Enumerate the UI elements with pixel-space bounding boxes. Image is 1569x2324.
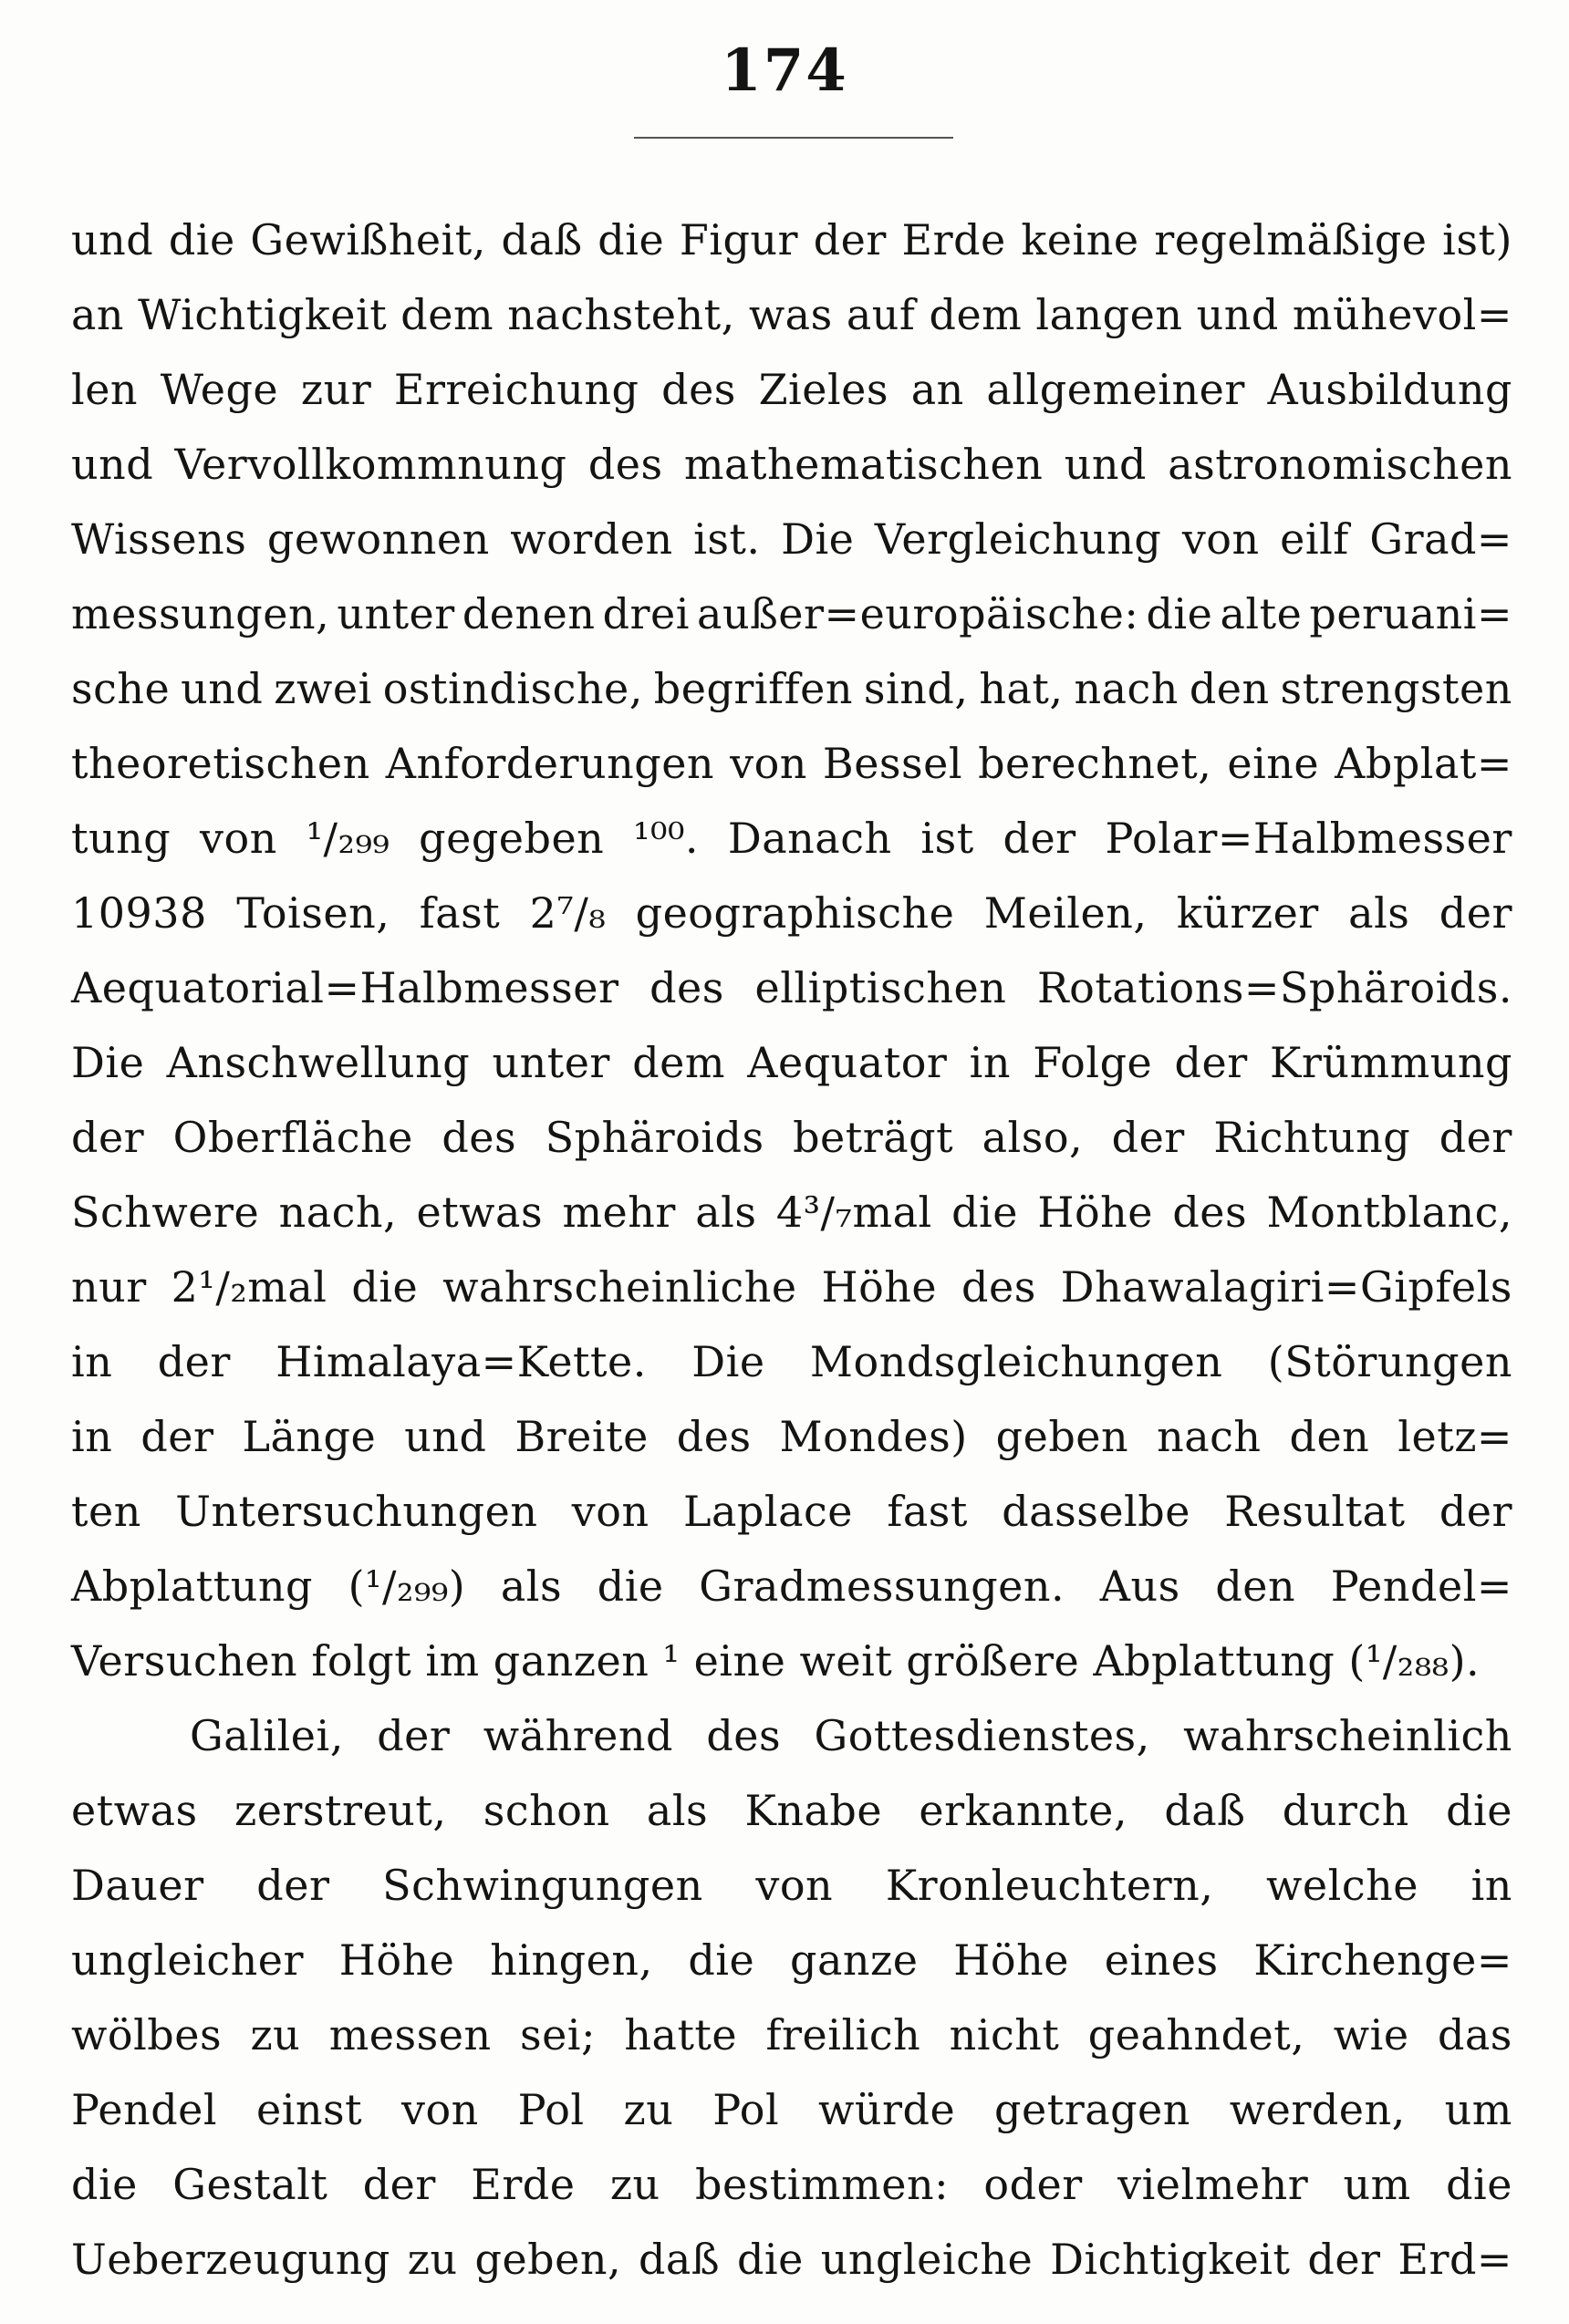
text-line: Galilei, der während des Gottesdienstes, wahrscheinlich — [190, 1711, 1512, 1760]
text-line: Versuchen folgt im ganzen ¹ eine weit größere Abplattung (¹/₂₈₈). — [71, 1636, 1481, 1686]
text-line: nur 2¹/₂mal die wahrscheinliche Höhe des Dhawalagiri=Gipfels — [71, 1262, 1512, 1312]
text-line: Abplattung (¹/₂₉₉) als die Gradmessungen. Aus den Pendel= — [71, 1561, 1512, 1611]
text-line: Schwere nach, etwas mehr als 4³/₇mal die Höhe des Montblanc, — [71, 1188, 1512, 1237]
text-line: Wissens gewonnen worden ist. Die Vergleichung von eilf Grad= — [71, 514, 1512, 564]
text-line: 10938 Toisen, fast 2⁷/₈ geographische Meilen, kürzer als der — [71, 888, 1512, 938]
text-line: der Oberfläche des Sphäroids beträgt also, der Richtung der — [71, 1113, 1512, 1162]
text-line: wölbes zu messen sei; hatte freilich nicht geahndet, wie das — [71, 2010, 1512, 2059]
text-line: ten Untersuchungen von Laplace fast dasselbe Resultat der — [71, 1487, 1512, 1536]
text-line: Ueberzeugung zu geben, daß die ungleiche Dichtigkeit der Erd= — [71, 2235, 1512, 2284]
text-line: an Wichtigkeit dem nachsteht, was auf dem langen und mühevol= — [71, 290, 1512, 339]
text-line: sche und zwei ostindische, begriffen sind, hat, nach den strengsten — [71, 664, 1512, 713]
text-line: Pendel einst von Pol zu Pol würde getragen werden, um — [71, 2085, 1512, 2134]
page-number: 174 — [721, 36, 848, 105]
header-rule — [634, 137, 953, 139]
text-line: in der Himalaya=Kette. Die Mondsgleichungen (Störungen — [71, 1337, 1512, 1386]
text-line: Dauer der Schwingungen von Kronleuchtern, welche in — [71, 1861, 1512, 1910]
text-line: und Vervollkommnung des mathematischen und astronomischen — [71, 440, 1512, 489]
text-line: Aequatorial=Halbmesser des elliptischen Rotations=Sphäroids. — [71, 963, 1512, 1012]
text-line: theoretischen Anforderungen von Bessel berechnet, eine Abplat= — [71, 739, 1512, 788]
text-line: len Wege zur Erreichung des Zieles an allgemeiner Ausbildung — [71, 365, 1512, 414]
text-line: tung von ¹/₂₉₉ gegeben ¹⁰⁰. Danach ist der Polar=Halbmesser — [71, 814, 1512, 863]
text-line: die Gestalt der Erde zu bestimmen: oder vielmehr um die — [71, 2160, 1512, 2209]
text-line: und die Gewißheit, daß die Figur der Erde keine regelmäßige ist) — [71, 215, 1512, 265]
text-line: Die Anschwellung unter dem Aequator in Folge der Krümmung — [71, 1038, 1512, 1087]
body-text — [71, 202, 1512, 2297]
text-line: messungen, unter denen drei außer=europäische: die alte peruani= — [71, 589, 1512, 638]
text-line: in der Länge und Breite des Mondes) geben nach den letz= — [71, 1412, 1512, 1461]
text-line: ungleicher Höhe hingen, die ganze Höhe eines Kirchenge= — [71, 1935, 1512, 1985]
text-line: etwas zerstreut, schon als Knabe erkannte, daß durch die — [71, 1786, 1512, 1835]
